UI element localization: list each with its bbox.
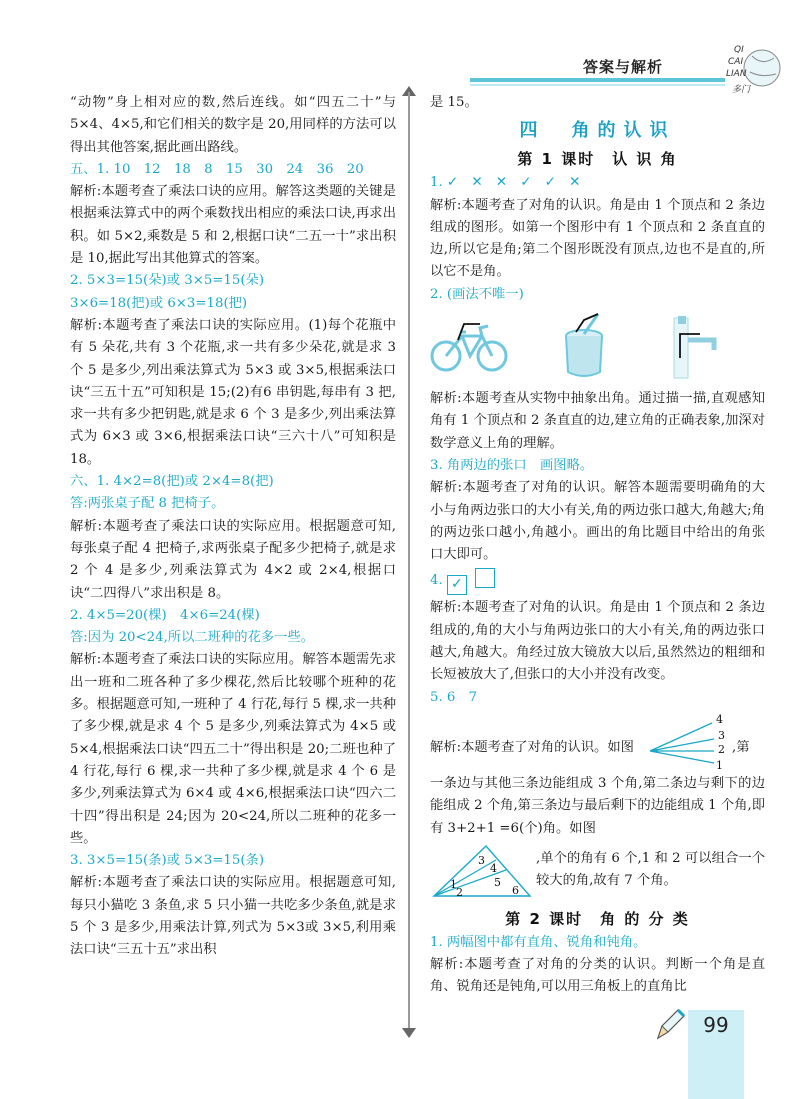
q6-2-answer-a: 2. 4×5=20(棵) 4×6=24(棵) [70, 607, 260, 623]
tri-label-3: 3 [478, 853, 485, 867]
logo-text-cai: CAI [728, 57, 744, 67]
tri-label-4: 4 [490, 861, 497, 875]
r5-explanation-c: ,单个的角有 6 个,1 和 2 可以组合一个较大的角,故有 7 个角。 [536, 850, 765, 889]
logo-text-qi: QI [734, 45, 744, 55]
lesson-1-title: 第 1 课时 认 识 角 [517, 150, 678, 169]
q6-2-answer-b: 答:因为 20<24,所以二班种的花多一些。 [70, 630, 315, 646]
cup-with-straw-icon [554, 310, 618, 382]
r4-answer [430, 568, 765, 595]
header-rule-light [470, 84, 725, 86]
header-title: 答案与解析 [583, 58, 664, 76]
r2-answer: 2. (画法不唯一) [430, 286, 524, 302]
r5-triangle-row [430, 840, 765, 906]
lesson-2-title: 第 2 课时 角 的 分 类 [505, 909, 690, 928]
tri-label-1: 1 [450, 877, 457, 891]
q6-2-explanation: 解析:本题考查了乘法口诀的实际应用。解答本题需先求出一班和二班各种了多少棵花,然后比较哪个班种的花多。根据题意可知,一班种了 4 行花,每行 5 棵,求一共种了多少棵,就是求 4 个 5 是多少,列乘法算式为 4×5 或 5×4,根据乘法口诀“四五二十”得出积是 20;二班也种了 4 行花,每行 6 棵,求一共种了多少棵,就是求 4 个 6 是多少,列乘法算式为 6×4 或 4×6,根据乘法口诀“四六二十四”得出积是 24;因为 20<24,所以二班种的花多一些。 [70, 652, 396, 846]
r2-explanation: 解析:本题考查从实物中抽象出角。通过描一描,直观感知角有 1 个顶点和 2 条直直的边,建立角的正确表象,加深对数学意义上角的理解。 [430, 391, 765, 451]
tri-label-2: 2 [456, 885, 463, 899]
q6-1-answer-b: 答:两张桌子配 8 把椅子。 [70, 496, 225, 512]
page-header [0, 0, 800, 95]
q6-3-explanation: 解析:本题考查了乘法口诀的实际应用。根据题意可知,每只小猫吃 3 条鱼,求 5 只小猫一共吃多少条鱼,就是求 5 个 3 是多少,用乘法计算,列式为 5×3或 3×5,利用乘法口诀“三五十五”求出积 [70, 875, 396, 958]
checkbox-empty-icon [475, 568, 495, 588]
right-column [430, 92, 765, 999]
logo-text-brand: 多门 [732, 85, 751, 95]
r4-explanation: 解析:本题考查了对角的认识。角是由 1 个顶点和 2 条边组成的,角的大小与角两边张口的大小有关,角的两边张口越大,角越大。角经过放大镜放大以后,虽然然边的粗细和长短被放大了,但张口的大小并没有改变。 [430, 600, 765, 683]
r4-number: 4. [430, 573, 443, 589]
left-column [70, 92, 396, 962]
q6-1-answer-a: 六、1. 4×2=8(把)或 2×4=8(把) [70, 474, 274, 490]
r5-answer: 5. 6 7 [430, 689, 478, 705]
brand-logo-icon [722, 38, 784, 96]
fan-label-1: 1 [716, 758, 723, 771]
q6-3-answer: 3. 3×5=15(条)或 5×3=15(条) [70, 853, 265, 869]
logo-text-lian: LIAN [726, 69, 747, 79]
triangle-angle-figure [430, 840, 534, 902]
r5-explanation-a2: ,第 [732, 739, 750, 755]
fan-label-2: 2 [718, 742, 725, 756]
right-continuation: 是 15。 [430, 95, 478, 110]
bicycle-icon [430, 310, 510, 382]
q5-2-explanation: 解析:本题考查了乘法口诀的实际应用。(1)每个花瓶中有 5 朵花,共有 3 个花瓶,求一共有多少朵花,就是求 3 个 5 是多少,列出乘法算式为 5×3 或 3×5,根据乘法口诀“三五十五”可知积是 15;(2)有6 串钥匙,每串有 3 把,求一共有多少把钥匙,就是求 6 个 3 是多少,列出乘法算式为 6×3 或 3×6,根据乘法口诀“三六十八”可知积是 18。 [70, 317, 396, 467]
header-rule [470, 78, 725, 82]
q5-2-answer-b: 3×6=18(把)或 6×3=18(把) [70, 295, 248, 311]
r6-answer: 1. 两幅图中都有直角、锐角和钝角。 [430, 934, 647, 950]
pencil-icon [652, 1004, 686, 1044]
faucet-icon [670, 310, 720, 382]
q6-1-explanation: 解析:本题考查了乘法口诀的实际应用。根据题意可知,每张桌子配 4 把椅子,求两张桌子配多少把椅子,就是求 2 个 4 是多少,列乘法算式为 4×2 或 2×4,根据口诀“二四得八”求出积是 8。 [70, 518, 396, 601]
footer-bar [688, 1040, 744, 1099]
r1-answer: 1. ✓ ✕ ✕ ✓ ✓ ✕ [430, 175, 581, 191]
fan-label-4: 4 [716, 712, 723, 726]
r6-explanation: 解析:本题考查了对角的分类的认识。判断一个角是直角、锐角还是钝角,可以用三角板上的直角比 [430, 957, 765, 995]
q5-1-explanation: 解析:本题考查了乘法口诀的应用。解答这类题的关键是根据乘法算式中的两个乘数找出相应的乘法口诀,再求出积。如 5×2,乘数是 5 和 2,根据口诀“二五一十”求出积是 10,据此写出其他算式的答案。 [70, 184, 396, 267]
r5-explanation-a: 解析:本题考查了对角的认识。如图 [430, 739, 634, 755]
r5-explanation-b: 一条边与其他三条边能组成 3 个角,第二条边与剩下的边能组成 2 个角,第三条边与最后剩下的边能组成 1 个角,即有 3+2+1 =6(个)角。如图 [430, 775, 765, 836]
section-title: 四 角的认识 [519, 120, 676, 142]
r3-explanation: 解析:本题考查了对角的认识。解答本题需要明确角的大小与角两边张口的大小有关,角的两边张口越大,角越大;角的两边张口越小,角越小。画出的角比题目中给出的角张口大即可。 [430, 480, 765, 563]
angle-fan-figure [648, 711, 730, 771]
left-paragraph-1: “动物”身上相对应的数,然后连线。如“四五二十”与5×4、4×5,和它们相关的数字是 20,用同样的方法可以得出其他答案,据此画出路线。 [70, 95, 396, 155]
column-divider [408, 92, 410, 1032]
tri-label-6: 6 [512, 883, 519, 897]
r1-explanation: 解析:本题考查了对角的认识。角是由 1 个顶点和 2 条边组成的图形。如第一个图形中有 1 个顶点和 2 条直直的边,所以它是角;第二个图形既没有顶点,边也不是直的,所以它不是角。 [430, 197, 765, 280]
q5-1-answer: 五、1. 10 12 18 8 15 30 24 36 20 [70, 161, 364, 177]
r2-figures [430, 310, 765, 384]
r3-answer: 3. 角两边的张口 画图略。 [430, 457, 594, 473]
r5-fan-row [430, 709, 765, 773]
fan-label-3: 3 [718, 728, 725, 742]
q5-2-answer-a: 2. 5×3=15(朵)或 3×5=15(朵) [70, 273, 265, 289]
tri-label-5: 5 [494, 875, 501, 889]
page-number: 99 [688, 1010, 744, 1040]
checkbox-checked-icon: ✓ [447, 575, 467, 595]
column-divider-bottom [402, 1028, 416, 1038]
